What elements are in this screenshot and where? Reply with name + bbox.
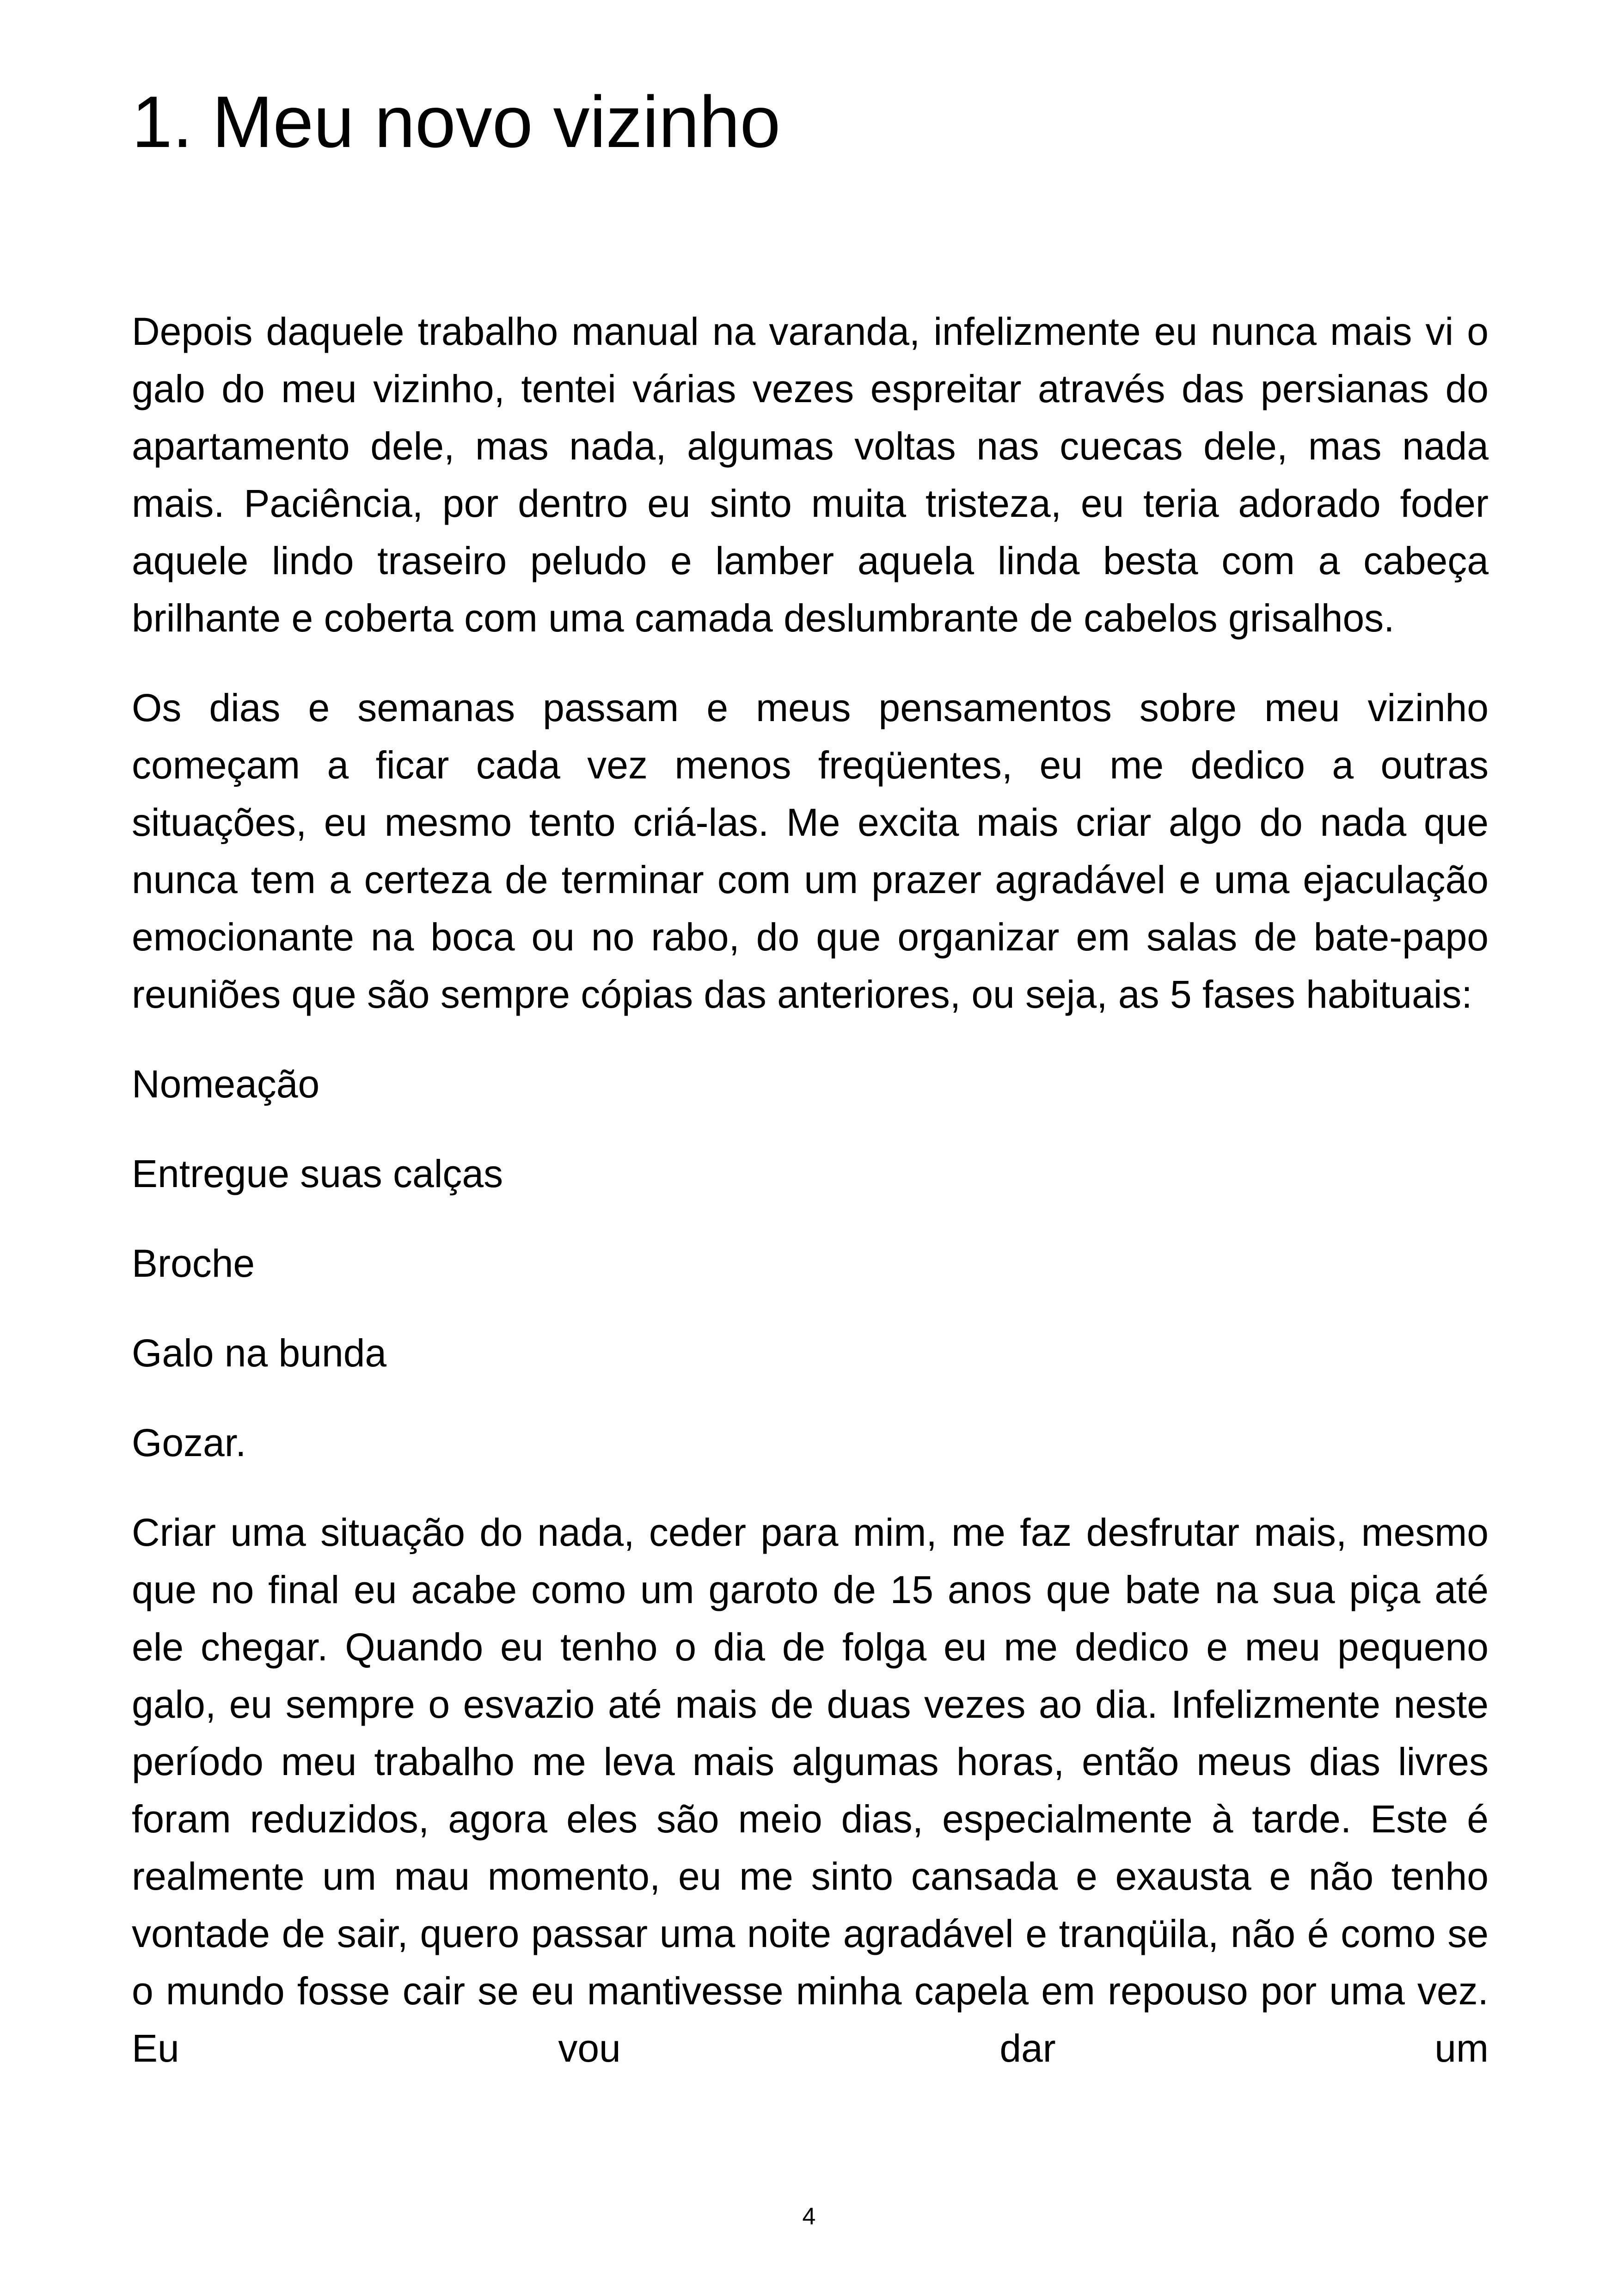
- chapter-number: 1.: [132, 81, 193, 163]
- phase-item-2: Entregue suas calças: [132, 1152, 503, 1195]
- chapter-title: [132, 79, 1495, 166]
- phase-item-4: Galo na bunda: [132, 1331, 387, 1375]
- page-number: 4: [802, 2203, 816, 2230]
- paragraph-3: Criar uma situação do nada, ceder para mim, me faz desfrutar mais, mesmo que no final eu acabe como um garoto de 15 anos que bate na sua piça até ele chegar. Quando eu tenho o dia de folga eu me dedico e meu pequeno galo, eu sempre o esvazio até mais de duas vezes ao dia. Infelizmente neste período meu trabalho me leva mais algumas horas, então meus dias livres foram reduzidos, agora eles são meio dias, especialmente à tarde. Este é realmente um mau momento, eu me sinto cansada e exausta e não tenho vontade de sair, quero passar uma noite agradável e tranqüila, não é como se o mundo fosse cair se eu mantivesse minha capela em repouso por uma vez. Eu vou dar um: [132, 1511, 1489, 2070]
- chapter-body: [132, 303, 1489, 2109]
- phase-item-1: Nomeação: [132, 1062, 320, 1106]
- phase-item-5: Gozar.: [132, 1421, 246, 1464]
- paragraph-2: Os dias e semanas passam e meus pensamentos sobre meu vizinho começam a ficar cada vez menos freqüentes, eu me dedico a outras situações, eu mesmo tento criá-las. Me excita mais criar algo do nada que nunca tem a certeza de terminar com um prazer agradável e uma ejaculação emocionante na boca ou no rabo, do que organizar em salas de bate-papo reuniões que são sempre cópias das anteriores, ou seja, as 5 fases habituais:: [132, 686, 1489, 1016]
- paragraph-1: Depois daquele trabalho manual na varanda, infelizmente eu nunca mais vi o galo do meu vizinho, tentei várias vezes espreitar através das persianas do apartamento dele, mas nada, algumas voltas nas cuecas dele, mas nada mais. Paciência, por dentro eu sinto muita tristeza, eu teria adorado foder aquele lindo traseiro peludo e lamber aquela linda besta com a cabeça brilhante e coberta com uma camada deslumbrante de cabelos grisalhos.: [132, 310, 1489, 640]
- phase-item-3: Broche: [132, 1242, 255, 1285]
- chapter-title-text: Meu novo vizinho: [212, 81, 781, 163]
